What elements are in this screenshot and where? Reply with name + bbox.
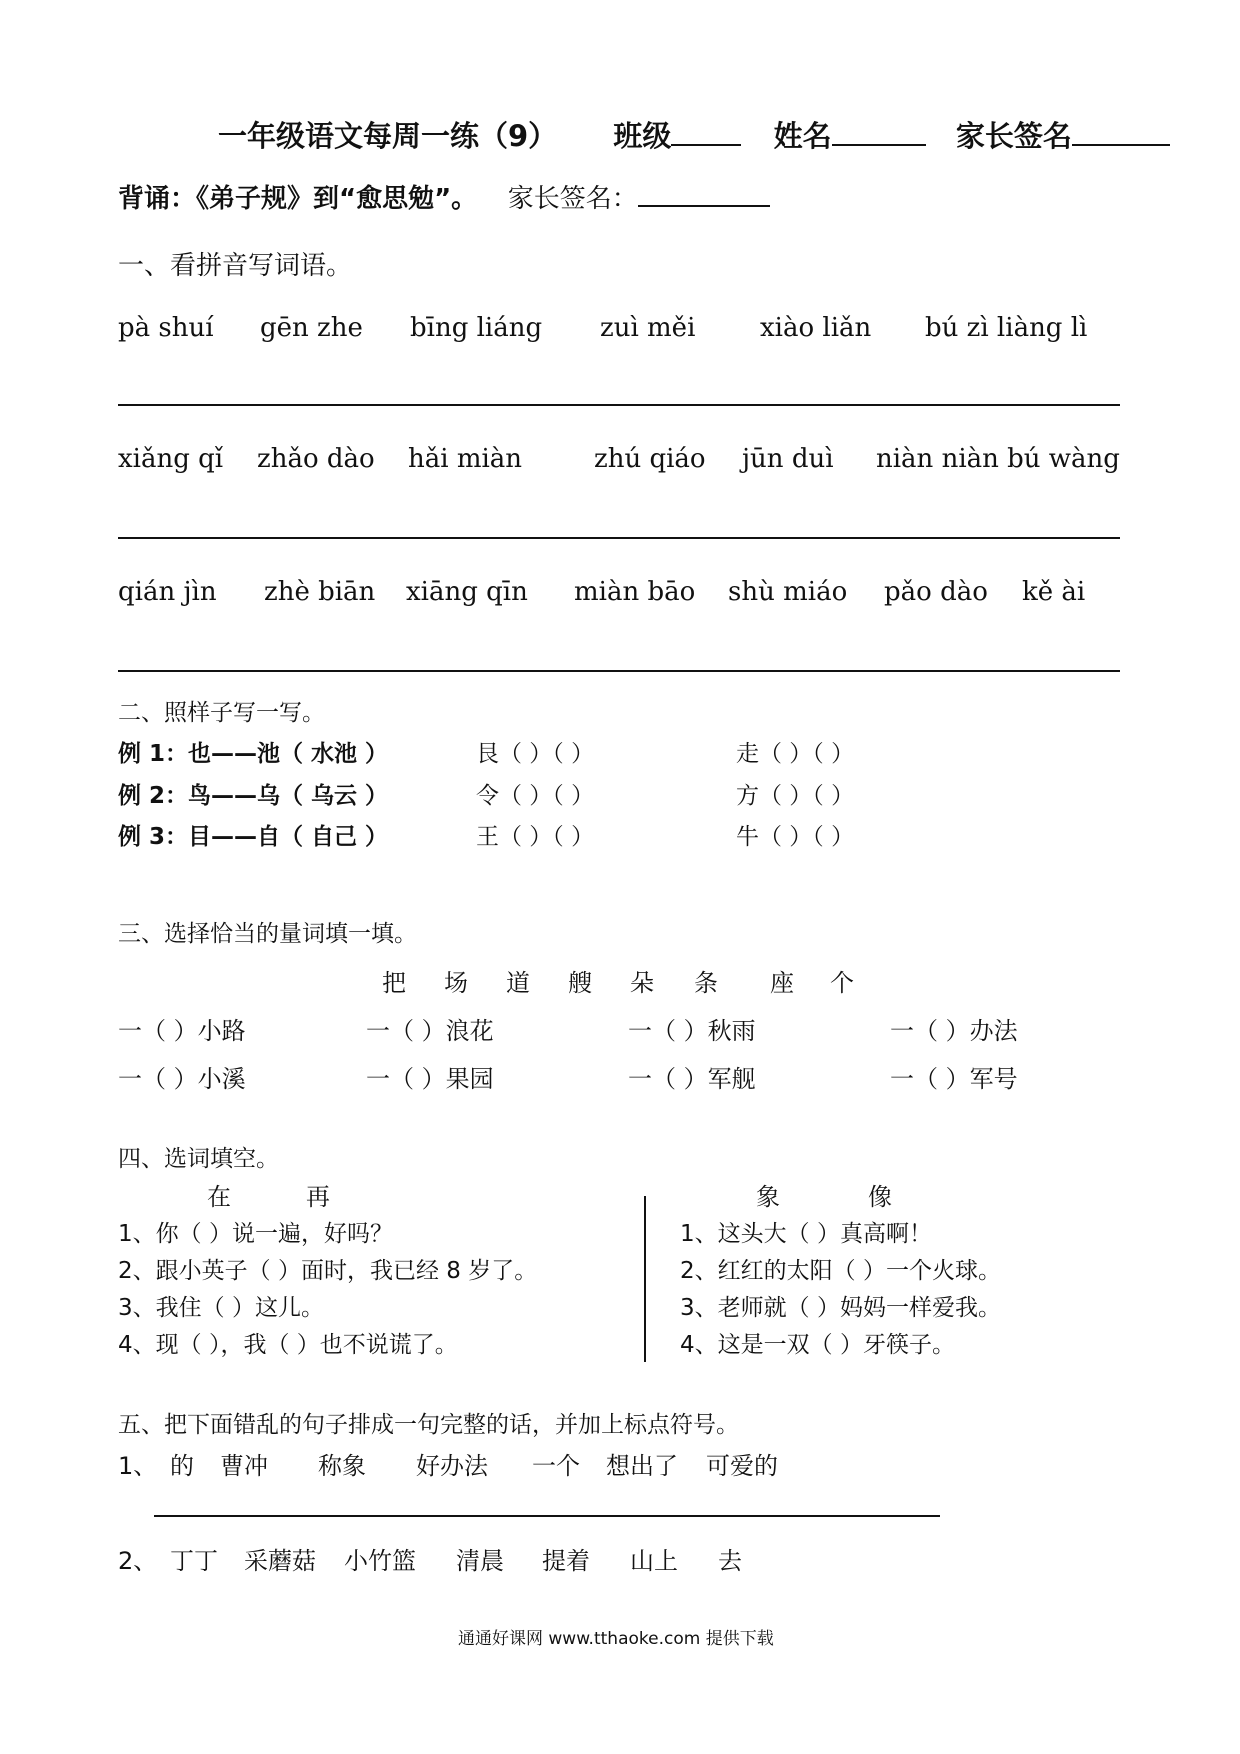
name-label: 姓名 <box>773 119 832 153</box>
pinyin-item: miàn bāo <box>574 577 696 607</box>
recite-line <box>118 178 770 215</box>
example-label: 例 3：目——自（ 自己 ） <box>118 824 389 850</box>
footer-credit: 通通好课网 www.tthaoke.com 提供下载 <box>458 1629 774 1649</box>
word-chip: 可爱的 <box>706 1452 778 1480</box>
section3-title: 三、选择恰当的量词填一填。 <box>118 921 417 947</box>
fill-item[interactable]: 一（ ）小溪 <box>118 1065 246 1093</box>
answer-line[interactable] <box>154 1515 940 1517</box>
item-number: 2、 <box>118 1547 158 1575</box>
example-label: 例 2：鸟——乌（ 乌云 ） <box>118 783 389 809</box>
pinyin-item: xiǎng qǐ <box>118 444 224 474</box>
choice-word: 像 <box>868 1183 892 1211</box>
choice-word: 象 <box>756 1183 780 1211</box>
fill-sentence[interactable]: 2、跟小英子（ ）面时，我已经 8 岁了。 <box>118 1258 538 1284</box>
class-label: 班级 <box>613 119 672 153</box>
word-bank-item: 场 <box>444 969 468 997</box>
word-chip: 去 <box>718 1547 742 1575</box>
word-chip: 好办法 <box>416 1452 488 1480</box>
writing-line[interactable] <box>118 670 1120 672</box>
section5-title: 五、把下面错乱的句子排成一句完整的话，并加上标点符号。 <box>118 1412 739 1438</box>
fill-item[interactable]: 一（ ）小路 <box>118 1017 246 1045</box>
pinyin-item: jūn duì <box>742 444 834 474</box>
class-blank[interactable] <box>671 118 741 146</box>
fill-sentence[interactable]: 1、这头大（ ）真高啊！ <box>680 1221 932 1247</box>
section1-title: 一、看拼音写词语。 <box>118 251 353 281</box>
parent-sign-label: 家长签名 <box>955 119 1072 153</box>
recite-sign-blank[interactable] <box>638 179 770 207</box>
fill-sentence[interactable]: 2、红红的太阳（ ）一个火球。 <box>680 1258 1001 1284</box>
word-chip: 想出了 <box>606 1452 678 1480</box>
choice-word: 再 <box>306 1183 330 1211</box>
writing-line[interactable] <box>118 404 1120 406</box>
pinyin-item: zhè biān <box>264 577 376 607</box>
word-bank-item: 道 <box>506 969 530 997</box>
word-bank-item: 个 <box>830 969 854 997</box>
word-chip: 一个 <box>532 1452 580 1480</box>
fill-item[interactable]: 牛（ ）（ ） <box>736 824 855 850</box>
recite-instruction: 背诵：《弟子规》到“愈思勉”。 <box>118 184 478 214</box>
fill-item[interactable]: 方（ ）（ ） <box>736 783 855 809</box>
worksheet-header <box>218 114 1170 155</box>
word-bank-item: 艘 <box>568 969 592 997</box>
fill-sentence[interactable]: 1、你（ ）说一遍，好吗？ <box>118 1221 393 1247</box>
fill-item[interactable]: 一（ ）办法 <box>890 1017 1018 1045</box>
word-chip: 小竹篮 <box>344 1547 416 1575</box>
pinyin-item: zhú qiáo <box>594 444 706 474</box>
pinyin-item: xiào liǎn <box>760 313 872 343</box>
fill-item[interactable]: 艮（ ）（ ） <box>476 741 595 767</box>
fill-sentence[interactable]: 4、这是一双（ ）牙筷子。 <box>680 1332 955 1358</box>
fill-sentence[interactable]: 3、我住（ ）这儿。 <box>118 1295 324 1321</box>
item-number: 1、 <box>118 1452 158 1480</box>
pinyin-item: shù miáo <box>728 577 848 607</box>
word-chip: 清晨 <box>456 1547 504 1575</box>
pinyin-item: bú zì liàng lì <box>925 313 1088 343</box>
pinyin-item: bīng liáng <box>410 313 543 343</box>
word-bank-item: 把 <box>382 969 406 997</box>
fill-item[interactable]: 王（ ）（ ） <box>476 824 595 850</box>
column-divider <box>644 1196 646 1362</box>
parent-sign-blank[interactable] <box>1072 118 1170 146</box>
word-bank-item: 座 <box>770 969 794 997</box>
pinyin-item: kě ài <box>1022 577 1086 607</box>
pinyin-item: gēn zhe <box>260 313 363 343</box>
fill-item[interactable]: 令（ ）（ ） <box>476 783 595 809</box>
word-bank-item: 朵 <box>630 969 654 997</box>
pinyin-item: pǎo dào <box>884 577 988 607</box>
word-chip: 曹冲 <box>220 1452 268 1480</box>
pinyin-item: zuì měi <box>600 313 696 343</box>
name-blank[interactable] <box>832 118 926 146</box>
fill-item[interactable]: 走（ ）（ ） <box>736 741 855 767</box>
fill-item[interactable]: 一（ ）军号 <box>890 1065 1018 1093</box>
word-chip: 丁丁 <box>170 1547 218 1575</box>
word-chip: 山上 <box>630 1547 678 1575</box>
pinyin-item: pà shuí <box>118 313 214 343</box>
fill-item[interactable]: 一（ ）浪花 <box>366 1017 494 1045</box>
example-label: 例 1：也——池（ 水池 ） <box>118 741 389 767</box>
word-chip: 采蘑菇 <box>244 1547 316 1575</box>
pinyin-item: hǎi miàn <box>408 444 523 474</box>
writing-line[interactable] <box>118 537 1120 539</box>
choice-word: 在 <box>207 1183 231 1211</box>
pinyin-item: zhǎo dào <box>257 444 375 474</box>
section4-title: 四、选词填空。 <box>118 1146 279 1172</box>
pinyin-item: qián jìn <box>118 577 217 607</box>
pinyin-item: xiāng qīn <box>406 577 528 607</box>
word-chip: 提着 <box>542 1547 590 1575</box>
section2-title: 二、照样子写一写。 <box>118 700 325 726</box>
fill-sentence[interactable]: 4、现（ ），我（ ）也不说谎了。 <box>118 1332 458 1358</box>
fill-sentence[interactable]: 3、老师就（ ）妈妈一样爱我。 <box>680 1295 1001 1321</box>
word-chip: 称象 <box>318 1452 366 1480</box>
fill-item[interactable]: 一（ ）军舰 <box>628 1065 756 1093</box>
recite-sign-label: 家长签名： <box>507 184 638 214</box>
word-chip: 的 <box>170 1452 194 1480</box>
pinyin-item: niàn niàn bú wàng <box>876 444 1120 474</box>
worksheet-title: 一年级语文每周一练（9） <box>218 119 558 153</box>
fill-item[interactable]: 一（ ）秋雨 <box>628 1017 756 1045</box>
word-bank-item: 条 <box>694 969 718 997</box>
fill-item[interactable]: 一（ ）果园 <box>366 1065 494 1093</box>
